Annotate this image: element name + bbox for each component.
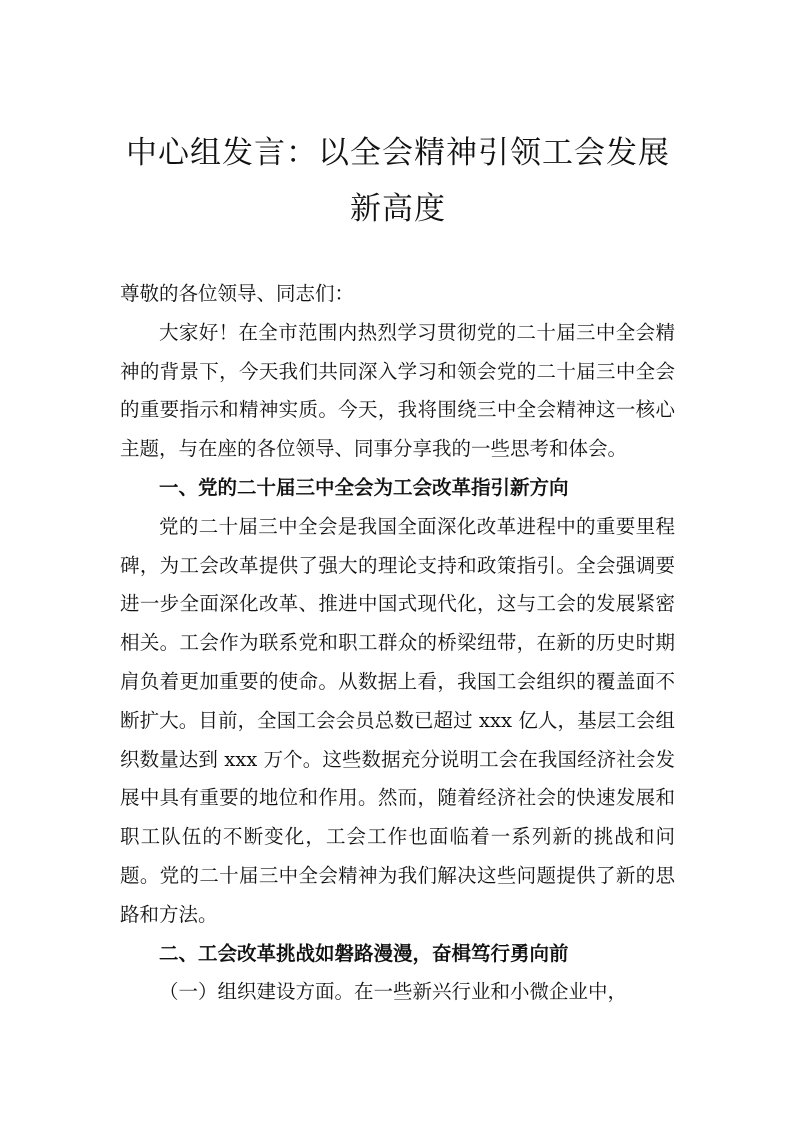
section-1-heading: 一、党的二十届三中全会为工会改革指引新方向 <box>159 475 569 499</box>
salutation: 尊敬的各位领导、同志们： <box>120 282 355 305</box>
section-1-paragraph: 党的二十届三中全会是我国全面深化改革进程中的重要里程碑，为工会改革提供了强大的理论支持和政策指引。全会强调要进一步全面深化改革、推进中国式现代化，这与工会的发展紧密相关。工会作为联系党和职工群众的桥梁纽带，在新的历史时期肩负着更加重要的使命。从数据上看，我国工会组织的覆盖面不断扩大。目前，全国工会会员总数已超过 xxx 亿人，基层工会组织数量达到 xxx 万个。这些数据充分说明工会在我国经济社会发展中具有重要的地位和作用。然而，随着经济社会的快速发展和职工队伍的不断变化，工会工作也面临着一系列新的挑战和问题。党的二十届三中全会精神为我们解决这些问题提供了新的思路和方法。 <box>120 514 675 926</box>
document-title: 中心组发言：以全会精神引领工会发展新高度 <box>126 135 670 227</box>
section-2-heading: 二、工会改革挑战如磐路漫漫，奋楫笃行勇向前 <box>159 941 569 965</box>
section-2-subsection-1: （一）组织建设方面。在一些新兴行业和小微企业中， <box>159 980 628 1004</box>
document-body <box>120 275 675 1012</box>
intro-paragraph: 大家好！在全市范围内热烈学习贯彻党的二十届三中全会精神的背景下，今天我们共同深入学习和领会党的二十届三中全会的重要指示和精神实质。今天，我将围绕三中全会精神这一核心主题，与在座的各位领导、同事分享我的一些思考和体会。 <box>120 320 675 461</box>
